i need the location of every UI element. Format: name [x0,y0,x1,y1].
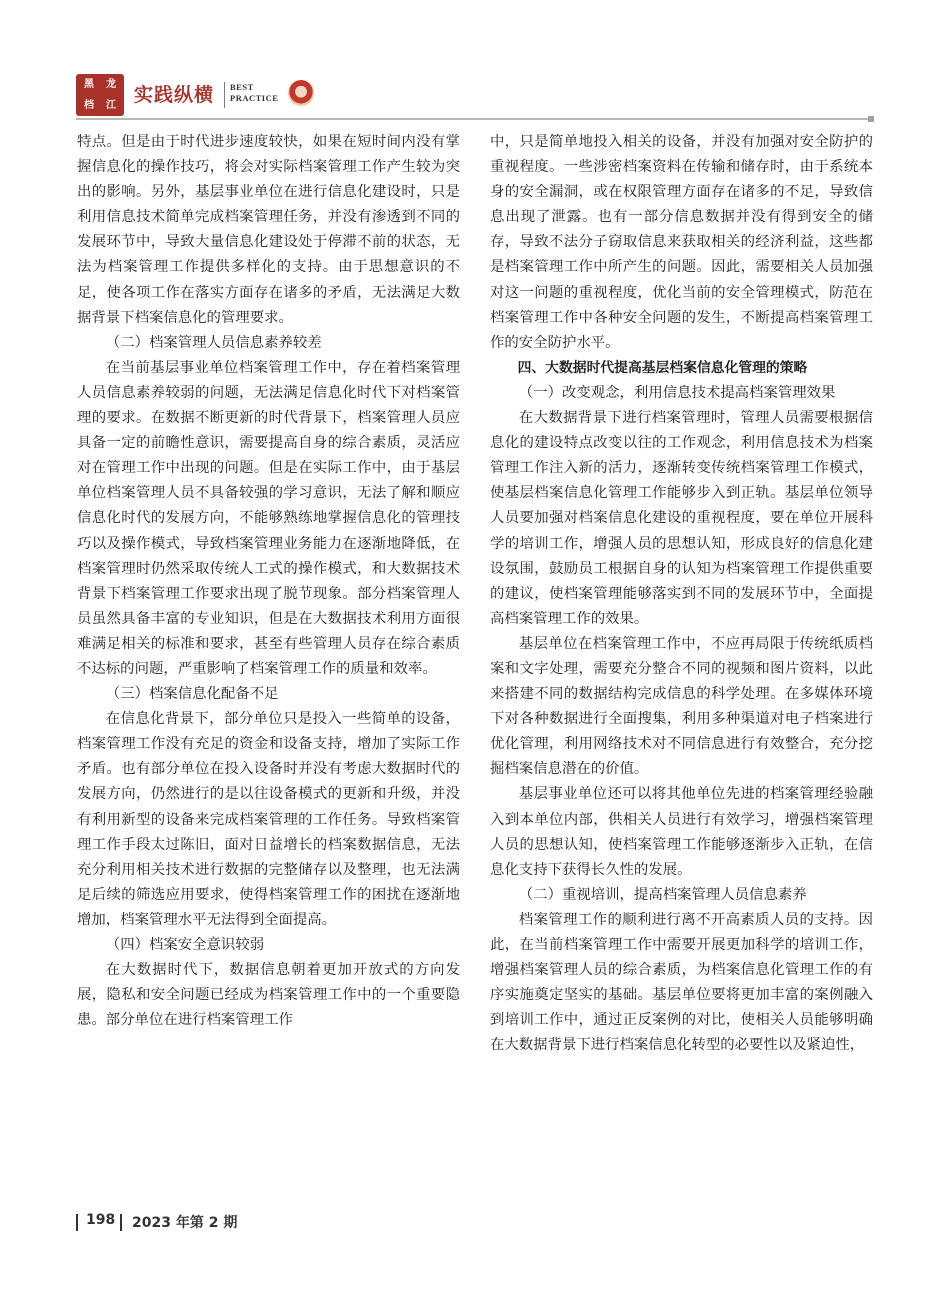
paragraph: 档案管理工作的顺利进行离不开高素质人员的支持。因此，在当前档案管理工作中需要开展更加科学的培训工作，增强档案管理人员的综合素质，为档案信息化管理工作的有序实施奠定坚实的基础。基层单位要将更加丰富的案例融入到培训工作中，通过正反案例的对比，使相关人员能够明确在大数据背景下进行档案信息化转型的必要性以及紧迫性， [490,911,873,1054]
best-line-2: PRACTICE [230,93,279,103]
section-heading: （二）重视培训，提高档案管理人员信息素养 [518,886,807,903]
section-heading: （二）档案管理人员信息素养较差 [105,334,322,351]
best-line-1: BEST [230,82,254,92]
logo-char: 江 [106,100,116,111]
page-number: 198 [86,1212,116,1228]
issue-label: 2023 年第 2 期 [132,1215,238,1231]
best-practice-label [230,82,278,104]
journal-logo [76,74,124,116]
logo-char: 档 [84,100,94,111]
section-title: 实践纵横 [134,84,215,106]
page-header [76,74,876,118]
section-heading: 四、大数据时代提高基层档案信息化管理的策略 [517,359,808,376]
paragraph: 在当前基层事业单位档案管理工作中，存在着档案管理人员信息素养较弱的问题，无法满足信息化时代下对档案管理的要求。在数据不断更新的时代背景下，档案管理人员应具备一定的前瞻性意识，需要提高自身的综合素质，灵活应对在管理工作中出现的问题。但是在实际工作中，由于基层单位档案管理人员不具备较强的学习意识，无法了解和顺应信息化时代的发展方向，不能够熟练地掌握信息化的管理技巧以及操作模式，导致档案管理业务能力在逐渐地降低，在档案管理时仍然采取传统人工式的操作模式，和大数据技术背景下档案管理工作要求出现了脱节现象。部分档案管理人员虽然具备丰富的专业知识，但是在大数据技术利用方面很难满足相关的标准和要求，甚至有些管理人员存在综合素质不达标的问题，严重影响了档案管理工作的质量和效率。 [77,359,460,677]
paragraph-continued: 特点。但是由于时代进步速度较快，如果在短时间内没有掌握信息化的操作技巧，将会对实际档案管理工作产生较为突出的影响。另外，基层事业单位在进行信息化建设时，只是利用信息技术简单完成档案管理任务，并没有渗透到不同的发展环节中，导致大量信息化建设处于停滞不前的状态，无法为档案管理工作提供多样化的支持。由于思想意识的不足，使各项工作在落实方面存在诸多的矛盾，无法满足大数据背景下档案信息化的管理要求。 [77,134,460,326]
header-rule-end [868,116,874,122]
header-rule [76,118,872,120]
page-footer [76,1211,376,1235]
section-heading: （三）档案信息化配备不足 [105,686,279,703]
right-column [490,130,873,1058]
emblem-icon [288,80,314,106]
footer-bar [120,1214,122,1231]
paragraph-continued: 中，只是简单地投入相关的设备，并没有加强对安全防护的重视程度。一些涉密档案资料在传输和储存时，由于系统本身的安全漏洞，或在权限管理方面存在诸多的不足，导致信息出现了泄露。也有一部分信息数据并没有得到安全的储存，导致不法分子窃取信息来获取相关的经济利益，这些都是档案管理工作中所产生的问题。因此，需要相关人员加强对这一问题的重视程度，优化当前的安全管理模式，防范在档案管理工作中各种安全问题的发生，不断提高档案管理工作的安全防护水平。 [490,134,873,351]
footer-bar [76,1214,78,1231]
paragraph: 基层事业单位还可以将其他单位先进的档案管理经验融入到本单位内部，供相关人员进行有效学习，增强档案管理人员的思想认知，使档案管理工作能够逐渐步入正轨，在信息化支持下获得长久性的发展。 [490,786,873,878]
logo-char: 黑 [84,79,94,90]
paragraph: 在大数据时代下，数据信息朝着更加开放式的方向发展，隐私和安全问题已经成为档案管理工作中的一个重要隐患。部分单位在进行档案管理工作 [77,962,460,1029]
left-column [77,130,460,1033]
header-divider [224,82,225,108]
paragraph: 在信息化背景下，部分单位只是投入一些简单的设备，档案管理工作没有充足的资金和设备支持，增加了实际工作矛盾。也有部分单位在投入设备时并没有考虑大数据时代的发展方向，仍然进行的是以往设备模式的更新和升级，并没有利用新型的设备来完成档案管理的工作任务。导致档案管理工作手段太过陈旧，面对日益增长的档案数据信息，无法充分利用相关技术进行数据的完整储存以及整理，也无法满足后续的筛选应用要求，使得档案管理工作的困扰在逐渐地增加，档案管理水平无法得到全面提高。 [77,711,460,928]
section-heading: （四）档案安全意识较弱 [105,937,265,953]
paragraph: 基层单位在档案管理工作中，不应再局限于传统纸质档案和文字处理，需要充分整合不同的视频和图片资料，以此来搭建不同的数据结构完成信息的科学处理。在多媒体环境下对各种数据进行全面搜集，利用多种渠道对电子档案进行优化管理，利用网络技术对不同信息进行有效整合，充分挖掘档案信息潜在的价值。 [490,635,873,778]
logo-char: 龙 [106,79,116,90]
section-heading: （一）改变观念，利用信息技术提高档案管理效果 [518,384,836,401]
paragraph: 在大数据背景下进行档案管理时，管理人员需要根据信息化的建设特点改变以往的工作观念，利用信息技术为档案管理工作注入新的活力，逐渐转变传统档案管理工作模式，使基层档案信息化管理工作能够步入到正轨。基层单位领导人员要加强对档案信息化建设的重视程度，要在单位开展科学的培训工作，增强人员的思想认知，形成良好的信息化建设氛围，鼓励员工根据自身的认知为档案管理工作提供重要的建议，使档案管理能够落实到不同的发展环节中，全面提高档案管理工作的效果。 [490,410,873,627]
